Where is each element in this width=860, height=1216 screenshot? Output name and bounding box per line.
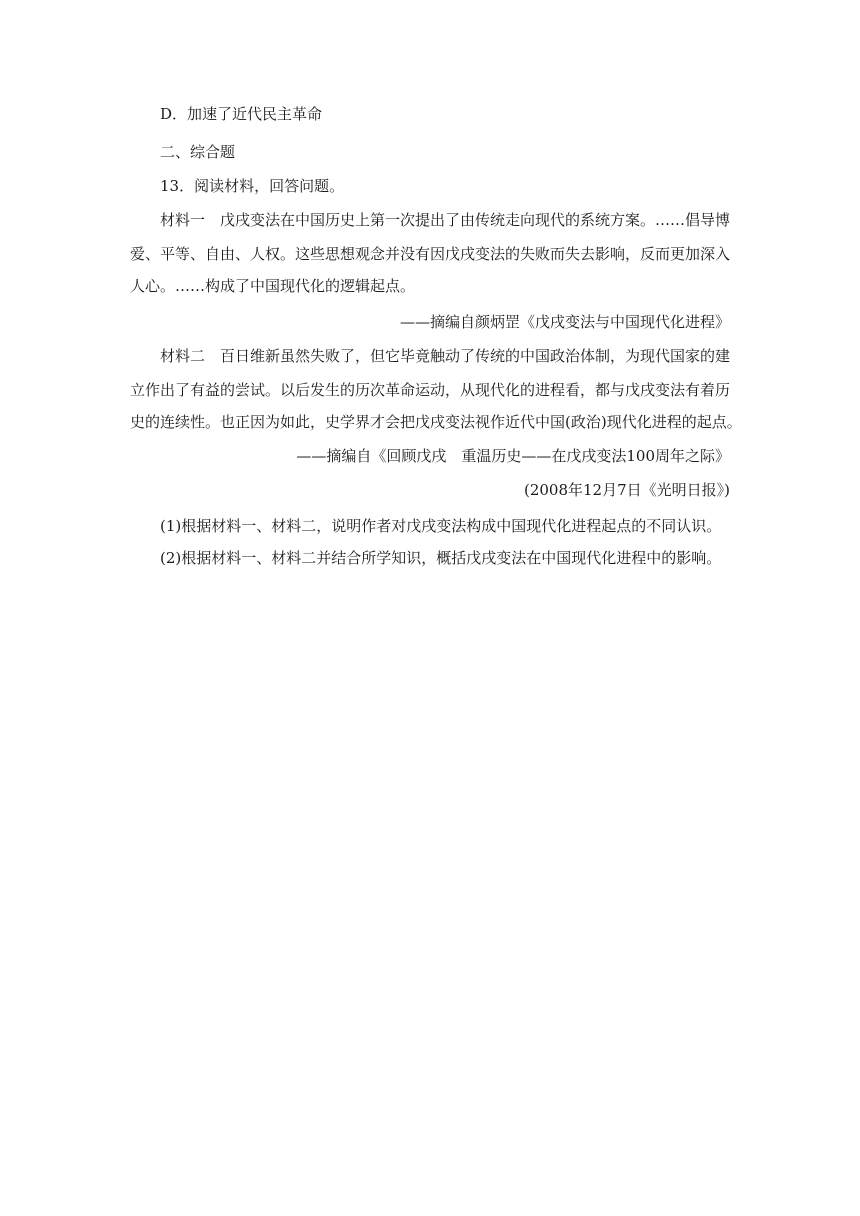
material2-source-date: (2008年12月7日《光明日报》) bbox=[523, 481, 730, 499]
material1-line3: 人心。……构成了中国现代化的逻辑起点。 bbox=[130, 277, 416, 295]
material2-line2: 立作出了有益的尝试。以后发生的历次革命运动，从现代化的进程看，都与戊戌变法有着历 bbox=[130, 381, 731, 399]
question-13: 13．阅读材料，回答问题。 bbox=[160, 177, 345, 195]
sub-question-2: (2)根据材料一、材料二并结合所学知识，概括戊戌变法在中国现代化进程中的影响。 bbox=[160, 549, 722, 567]
material1-line1: 材料一 戊戌变法在中国历史上第一次提出了由传统走向现代的系统方案。……倡导博 bbox=[160, 211, 731, 229]
material2-line1: 材料二 百日维新虽然失败了，但它毕竟触动了传统的中国政治体制，为现代国家的建 bbox=[160, 347, 731, 365]
section-title: 二、综合题 bbox=[160, 143, 236, 161]
material1-source: ——摘编自颜炳罡《戊戌变法与中国现代化进程》 bbox=[399, 313, 730, 331]
material2-line3: 史的连续性。也正因为如此，史学界才会把戊戌变法视作近代中国(政治)现代化进程的起点。 bbox=[130, 413, 742, 431]
material2-source: ——摘编自《回顾戊戌 重温历史——在戊戌变法100周年之际》 bbox=[296, 447, 730, 465]
option-d: D．加速了近代民主革命 bbox=[160, 105, 323, 123]
material1-line2: 爱、平等、自由、人权。这些思想观念并没有因戊戌变法的失败而失去影响，反而更加深入 bbox=[130, 245, 731, 263]
sub-question-1: (1)根据材料一、材料二，说明作者对戊戌变法构成中国现代化进程起点的不同认识。 bbox=[160, 517, 722, 535]
